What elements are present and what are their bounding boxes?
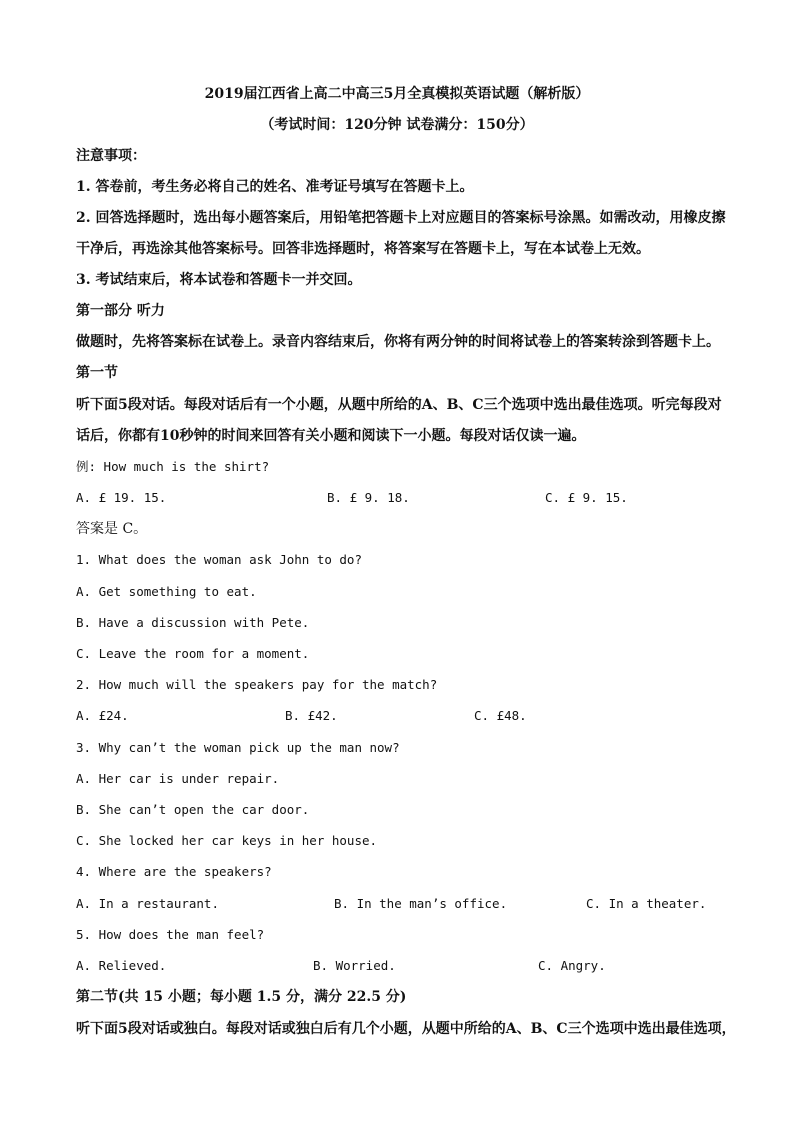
- document-subtitle: （考试时间：120分钟 试卷满分：150分）: [260, 117, 534, 133]
- question-3-option-b: B. She can’t open the car door.: [76, 802, 310, 817]
- question-3-option-c: C. She locked her car keys in her house.: [76, 833, 378, 848]
- question-1-option-b: B. Have a discussion with Pete.: [76, 615, 310, 630]
- part1-instruction: 做题时，先将答案标在试卷上。录音内容结束后，你将有两分钟的时间将试卷上的答案转涂到答题卡上。: [76, 334, 720, 350]
- document-title: 2019届江西省上高二中高三5月全真模拟英语试题（解析版）: [204, 86, 590, 102]
- section2-heading: 第二节(共 15 小题；每小题 1.5 分，满分 22.5 分): [76, 989, 407, 1005]
- notes-item-2-line-1: 2. 回答选择题时，选出每小题答案后，用铅笔把答题卡上对应题目的答案标号涂黑。如需改动，用橡皮擦: [76, 210, 726, 226]
- question-4: 4. Where are the speakers?: [76, 864, 272, 879]
- section1-instruction-line-1: 听下面5段对话。每段对话后有一个小题，从题中所给的A、B、C三个选项中选出最佳选项。听完每段对: [76, 397, 722, 413]
- question-3: 3. Why can’t the woman pick up the man now?: [76, 740, 400, 755]
- section1-instruction-line-2: 话后，你都有10秒钟的时间来回答有关小题和阅读下一小题。每段对话仅读一遍。: [76, 428, 586, 444]
- question-5-option-c: C. Angry.: [538, 958, 606, 973]
- question-5-option-a: A. Relieved.: [76, 958, 167, 973]
- part1-heading: 第一部分 听力: [76, 303, 165, 319]
- question-4-option-a: A. In a restaurant.: [76, 896, 219, 911]
- question-4-option-b: B. In the man’s office.: [334, 896, 508, 911]
- question-4-option-c: C. In a theater.: [586, 896, 707, 911]
- example-answer: 答案是 C。: [76, 521, 148, 537]
- question-2-option-b: B. £42.: [285, 708, 338, 723]
- question-1: 1. What does the woman ask John to do?: [76, 552, 362, 567]
- example-option-b: B. £ 9. 18.: [327, 490, 410, 505]
- section2-instruction-line-1: 听下面5段对话或独白。每段对话或独白后有几个小题，从题中所给的A、B、C三个选项中选出最佳选项，: [76, 1021, 736, 1037]
- question-1-option-a: A. Get something to eat.: [76, 584, 257, 599]
- notes-item-3: 3. 考试结束后，将本试卷和答题卡一并交回。: [76, 272, 362, 288]
- example-question: 例: How much is the shirt?: [76, 459, 270, 474]
- question-5: 5. How does the man feel?: [76, 927, 265, 942]
- example-option-c: C. £ 9. 15.: [545, 490, 628, 505]
- notes-heading: 注意事项：: [76, 148, 146, 164]
- question-2: 2. How much will the speakers pay for the match?: [76, 677, 438, 692]
- question-5-option-b: B. Worried.: [313, 958, 396, 973]
- section1-heading: 第一节: [76, 365, 118, 381]
- question-1-option-c: C. Leave the room for a moment.: [76, 646, 310, 661]
- notes-item-1: 1. 答卷前，考生务必将自己的姓名、准考证号填写在答题卡上。: [76, 179, 474, 195]
- notes-item-2-line-2: 干净后，再选涂其他答案标号。回答非选择题时，将答案写在答题卡上，写在本试卷上无效。: [76, 241, 650, 257]
- example-option-a: A. £ 19. 15.: [76, 490, 167, 505]
- question-2-option-a: A. £24.: [76, 708, 129, 723]
- question-3-option-a: A. Her car is under repair.: [76, 771, 280, 786]
- question-2-option-c: C. £48.: [474, 708, 527, 723]
